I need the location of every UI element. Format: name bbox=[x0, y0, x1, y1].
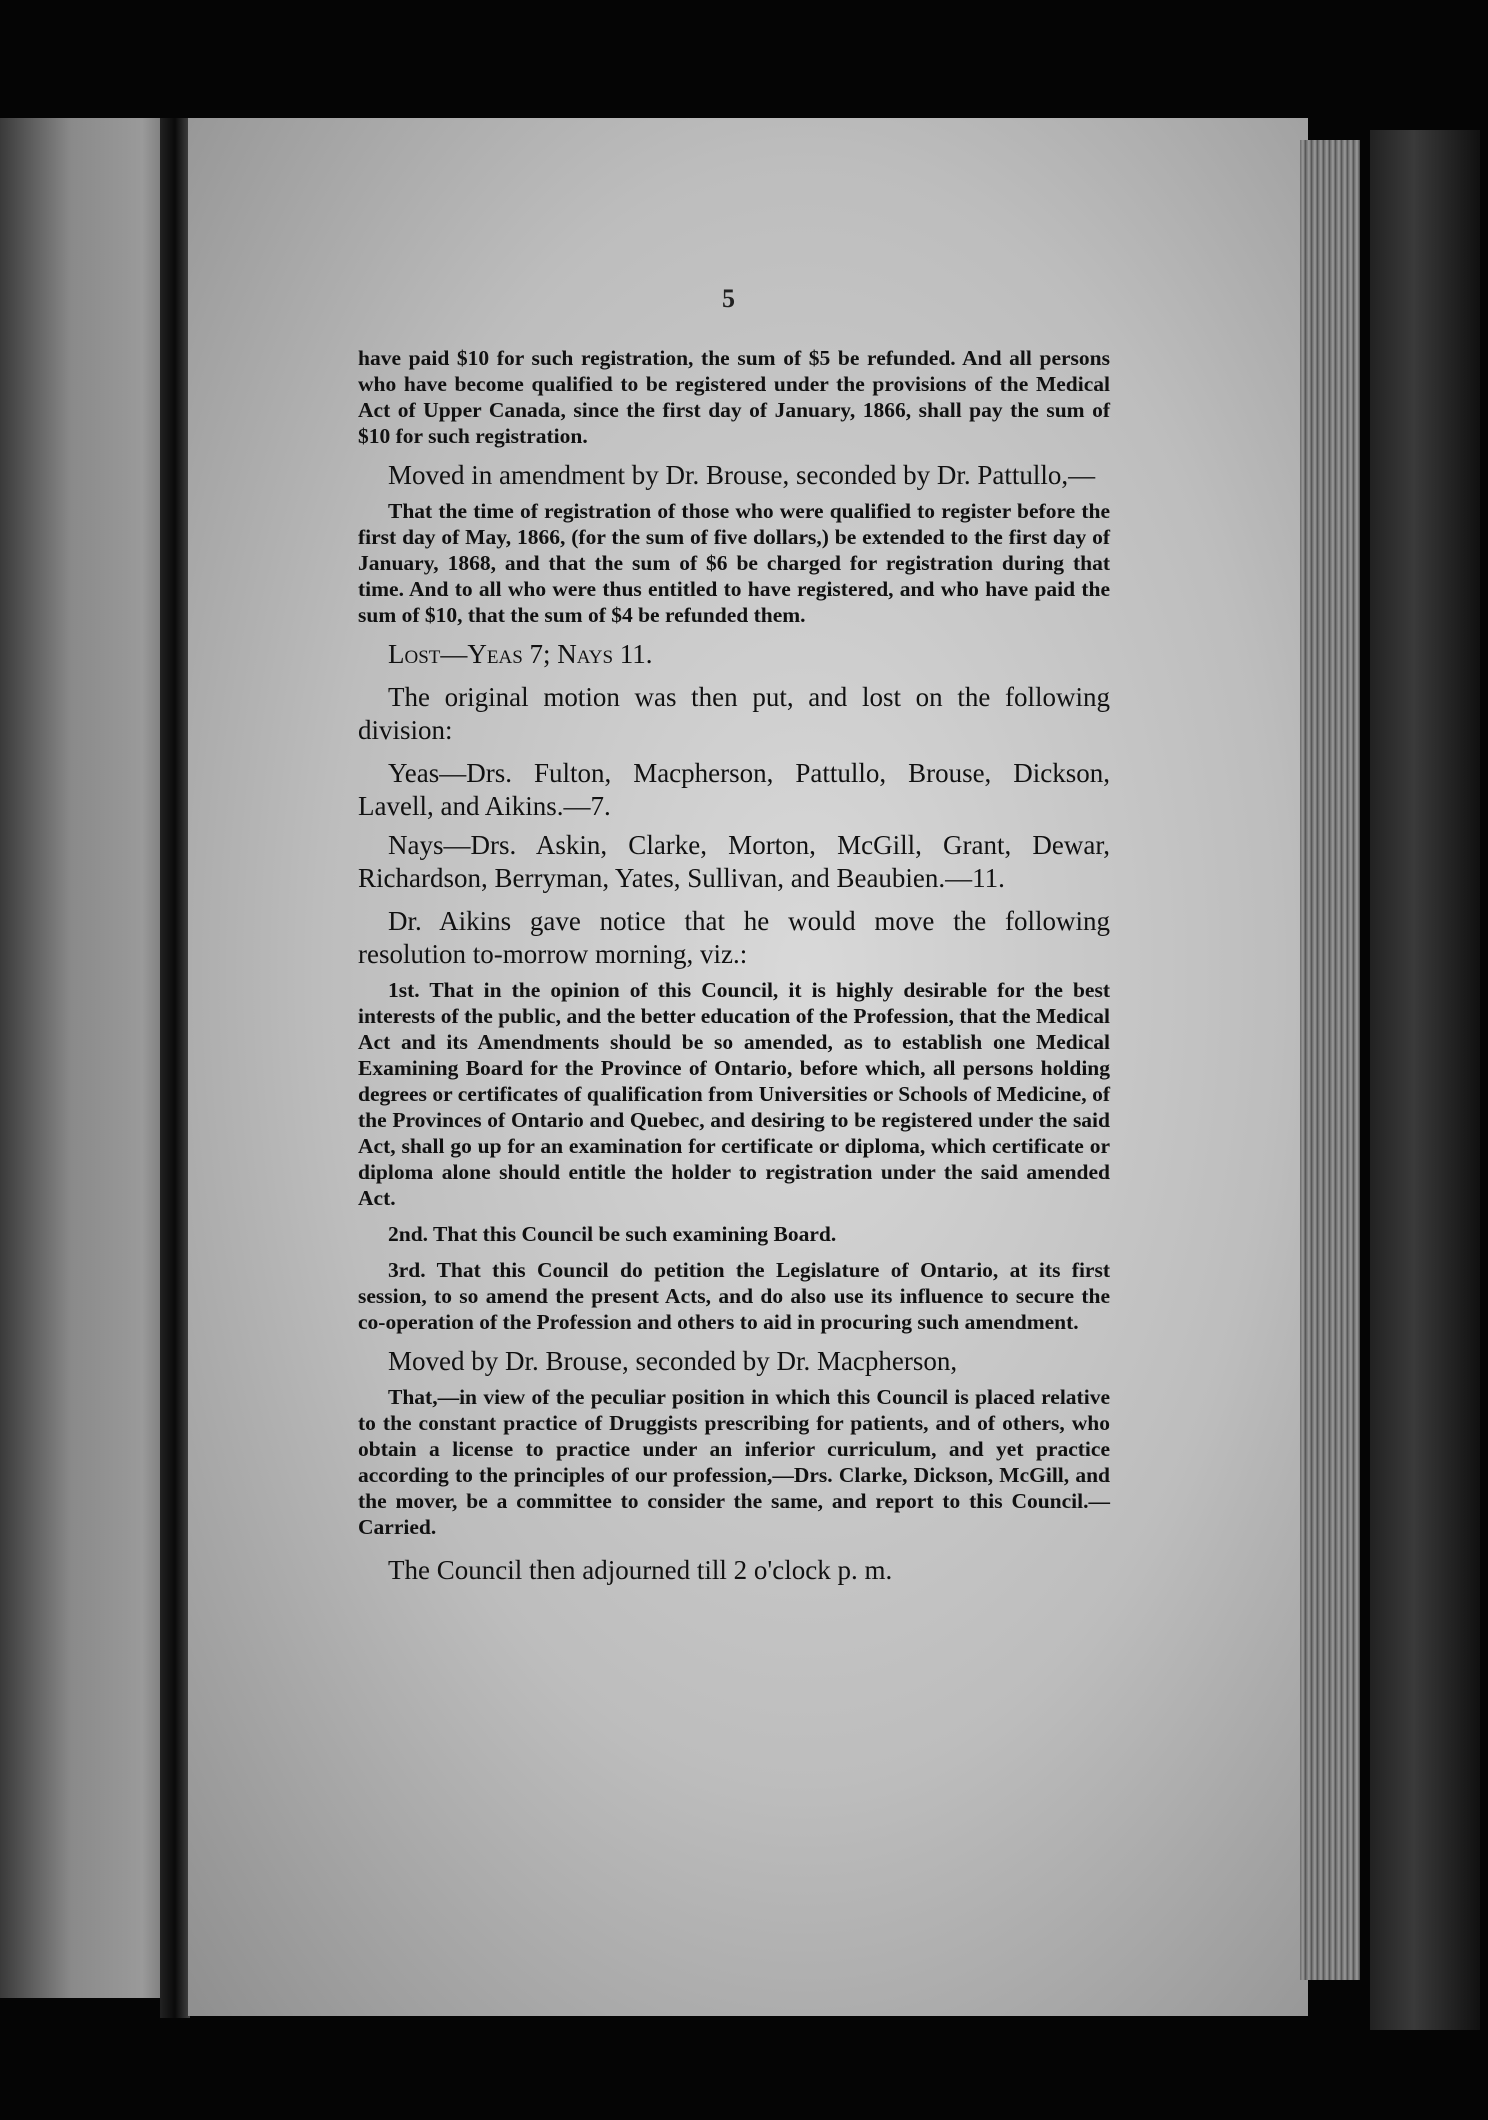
book-binding bbox=[1370, 130, 1480, 2030]
paragraph-notice: Dr. Aikins gave notice that he would move the following resolution to-morrow morning, viz.: bbox=[358, 906, 1110, 969]
page-number: 5 bbox=[722, 284, 735, 313]
paragraph-nays: Nays—Drs. Askin, Clarke, Morton, McGill, Grant, Dewar, Richardson, Berryman, Yates, Sullivan, and Beaubien.—11. bbox=[358, 830, 1110, 893]
paragraph-resolution-second: 2nd. That this Council be such examining Board. bbox=[388, 1222, 837, 1246]
paragraph-original-motion: The original motion was then put, and lost on the following division: bbox=[358, 682, 1110, 745]
paragraph-yeas: Yeas—Drs. Fulton, Macpherson, Pattullo, Brouse, Dickson, Lavell, and Aikins.—7. bbox=[358, 758, 1110, 821]
paragraph-druggists-text: That,—in view of the peculiar position in which this Council is placed relative to the constant practice of Druggists prescribing for patients, and of others, who obtain a license to practice under an inferior curriculum, and yet practice according to the principles of our profession,—Drs. Clarke, Dickson, McGill, and the mover, be a committee to consider the same, and report to this Council.—Carried. bbox=[358, 1385, 1110, 1539]
paragraph-registration-refund: have paid $10 for such registration, the sum of $5 be refunded. And all persons who have become qualified to be registered under the provisions of the Medical Act of Upper Canada, since the first day of January, 1866, shall pay the sum of $10 for such registration. bbox=[358, 346, 1110, 448]
page-edges bbox=[1300, 140, 1360, 1980]
page-text bbox=[358, 283, 1110, 1587]
left-page-edge bbox=[0, 118, 178, 1998]
paragraph-amendment-moved: Moved in amendment by Dr. Brouse, seconded by Dr. Pattullo,— bbox=[388, 460, 1096, 490]
paragraph-vote-result: Lost—Yeas 7; Nays 11. bbox=[388, 639, 653, 669]
paragraph-amendment-text: That the time of registration of those who were qualified to register before the first day of May, 1866, (for the sum of five dollars,) be extended to the first day of January, 1868, and that the sum of $6 be charged for registration during that time. And to all who were thus entitled to have registered, and who have paid the sum of $10, that the sum of $4 be refunded them. bbox=[358, 499, 1110, 627]
paragraph-resolution-first: 1st. That in the opinion of this Council, it is highly desirable for the best interests of the public, and the better education of the Profession, that the Medical Act and its Amendments should be so amended, as to establish one Medical Examining Board for the Province of Ontario, before which, all persons holding degrees or certificates of qualification from Universities or Schools of Medicine, of the Provinces of Ontario and Quebec, and desiring to be registered under the said Act, shall go up for an examination for certificate or diploma, which certificate or diploma alone should entitle the holder to registration under the said amended Act. bbox=[358, 978, 1110, 1210]
book-gutter bbox=[160, 118, 190, 2018]
paragraph-motion-druggists: Moved by Dr. Brouse, seconded by Dr. Macpherson, bbox=[388, 1346, 958, 1376]
paragraph-adjournment: The Council then adjourned till 2 o'clock p. m. bbox=[388, 1555, 893, 1585]
paragraph-resolution-third: 3rd. That this Council do petition the Legislature of Ontario, at its first session, to so amend the present Acts, and do also use its influence to secure the co-operation of the Profession and others to aid in procuring such amendment. bbox=[358, 1258, 1110, 1334]
